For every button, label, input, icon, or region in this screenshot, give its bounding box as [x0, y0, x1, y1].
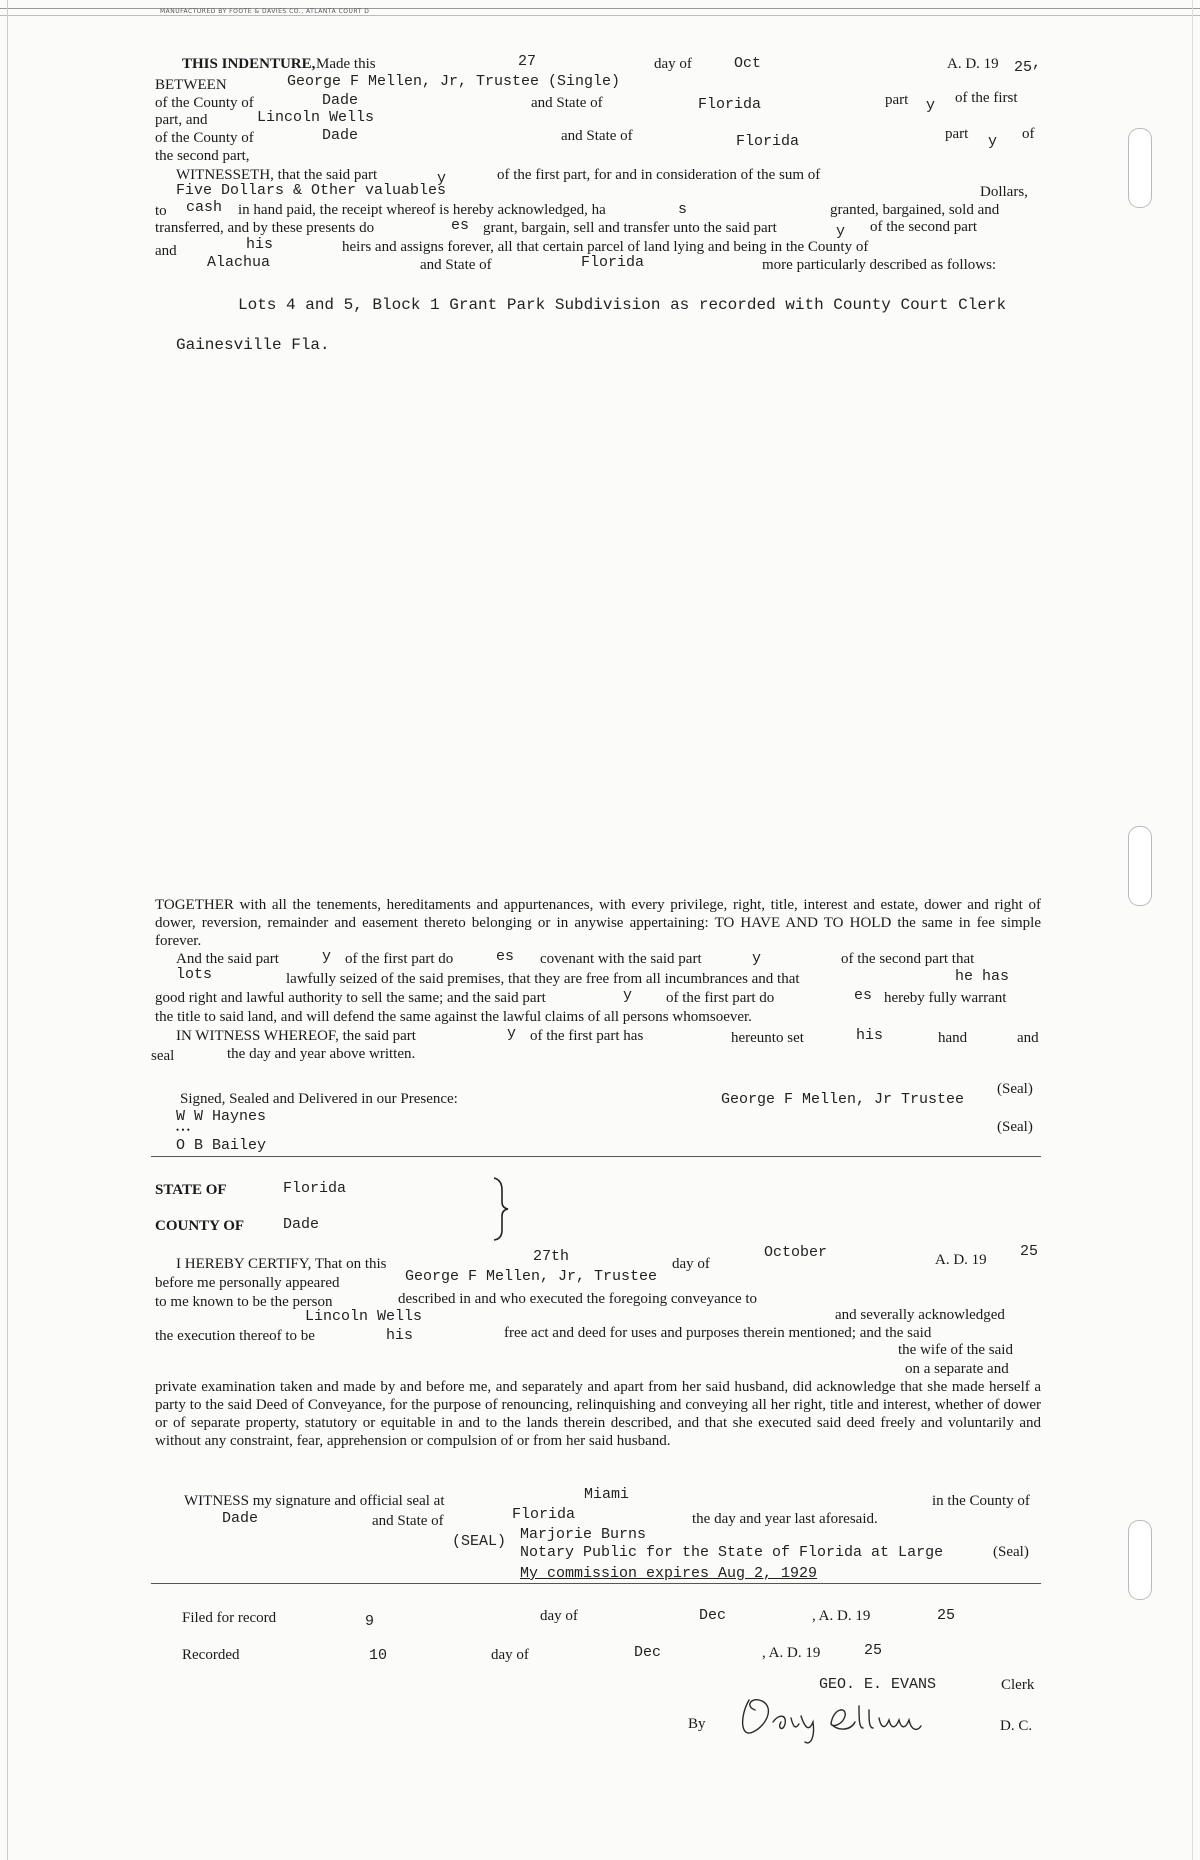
day-of-label: day of [654, 56, 692, 72]
legal-description-line1: Lots 4 and 5, Block 1 Grant Park Subdivision as recorded with County Court Clerk [238, 296, 1007, 314]
habendum-clause: TOGETHER with all the tenements, hereditaments and appurtenances, with every privilege, right, title, interest and estate, dower and right of dower, reversion, remainder and easement thereto belonging or in anywise appertaining: TO HAVE AND TO HOLD the same in fee simple forever. [155, 897, 1041, 949]
first-part-do: of the first part do [345, 951, 454, 967]
notary-title: Notary Public for the State of Florida at Large [520, 1544, 944, 1561]
grantor-name: George F Mellen, Jr, Trustee (Single) [287, 73, 621, 90]
day-of-label: day of [491, 1647, 529, 1663]
part-suffix: y [623, 987, 633, 1004]
first-part-label: of the first [955, 90, 1018, 106]
before-me-label: before me personally appeared [155, 1275, 340, 1291]
covenant-label: And the said part [176, 951, 279, 967]
defend-title-text: the title to said land, and will defend the same against the lawful claims of all persons whomsoever. [155, 1009, 752, 1025]
of-county-label: of the County of [155, 130, 254, 146]
first-part-do: of the first part do [666, 990, 775, 1006]
section-divider [151, 1583, 1041, 1584]
witness-dots: • • • [176, 1125, 190, 1135]
receipt-text: in hand paid, the receipt whereof is hereby acknowledged, ha [238, 202, 606, 218]
severally-text: and severally acknowledged [835, 1307, 1005, 1323]
part-suffix: y [507, 1025, 517, 1042]
ad-label: , A. D. 19 [812, 1608, 871, 1624]
ack-county2: Dade [222, 1510, 259, 1527]
dollars-label: Dollars, [980, 184, 1028, 200]
date-day: 27 [518, 53, 537, 70]
part-suffix: y [437, 170, 447, 187]
first-part-has: of the first part has [530, 1028, 644, 1044]
clerk-label: Clerk [1001, 1677, 1035, 1693]
ack-state2: Florida [512, 1506, 576, 1523]
part-suffix: y [988, 133, 998, 150]
deputy-clerk-label: D. C. [1000, 1718, 1033, 1734]
and-label: and [155, 243, 177, 259]
lots-word: lots [176, 966, 213, 983]
day-of-label: day of [672, 1256, 710, 1272]
payment-method: cash [186, 199, 223, 216]
grantee-pronoun: his [246, 236, 274, 253]
known-label: to me known to be the person [155, 1294, 333, 1310]
grantee-county: Dade [322, 127, 359, 144]
do-suffix: es [496, 948, 515, 965]
ad-label: A. D. 19 [947, 56, 999, 72]
bracket-brace [490, 1176, 514, 1242]
grantee-state: Florida [736, 133, 800, 150]
part-suffix: y [926, 97, 936, 114]
good-right-text: good right and lawful authority to sell the same; and the said part [155, 990, 546, 1006]
ack-grantee: Lincoln Wells [305, 1308, 423, 1325]
recorded-label: Recorded [182, 1647, 240, 1663]
clerk-name: GEO. E. EVANS [819, 1676, 937, 1693]
wife-text: the wife of the said [898, 1342, 1013, 1358]
witness-1-name: W W Haynes [176, 1108, 267, 1125]
part-label: part [945, 126, 969, 142]
filed-year: 25 [937, 1607, 956, 1624]
notary-seal-mark: (SEAL) [452, 1533, 507, 1550]
made-this-label: Made this [316, 56, 376, 72]
witness-sig-label: WITNESS my signature and official seal at [184, 1493, 445, 1509]
do-suffix: es [854, 987, 873, 1004]
indenture-title: THIS INDENTURE, [182, 56, 316, 72]
certify-label: I HEREBY CERTIFY, That on this [176, 1256, 387, 1272]
recorded-day: 10 [369, 1647, 388, 1664]
and-state-label: and State of [420, 257, 492, 273]
day-of-label: day of [540, 1608, 578, 1624]
punch-hole [1128, 826, 1152, 906]
ha-suffix: s [678, 201, 688, 218]
printer-imprint: MANUFACTURED BY FOOTE & DAVIES CO., ATLANTA COURT D [160, 8, 370, 15]
signed-sealed-label: Signed, Sealed and Delivered in our Presence: [180, 1091, 458, 1107]
consideration-sum: Five Dollars & Other valuables [176, 182, 447, 199]
ad-label: , A. D. 19 [762, 1645, 821, 1661]
left-margin-line [7, 0, 8, 1860]
warrant-text: hereby fully warrant [884, 990, 1007, 1006]
notary-commission: My commission expires Aug 2, 1929 [520, 1565, 818, 1582]
notary-name: Marjorie Burns [520, 1526, 647, 1543]
punch-hole [1128, 1520, 1152, 1600]
ack-day: 27th [533, 1248, 570, 1265]
second-part-label: the second part, [155, 148, 250, 164]
seal-label: seal [151, 1048, 175, 1064]
grantor-county: Dade [322, 92, 359, 109]
he-has: he has [955, 968, 1010, 985]
recorded-year: 25 [864, 1642, 883, 1659]
second-part-text: of the second part [870, 219, 978, 235]
witnesseth-label: WITNESSETH, that the said part [176, 167, 378, 183]
and-state-label: and State of [372, 1513, 444, 1529]
seal-mark: (Seal) [993, 1544, 1029, 1560]
recorded-month: Dec [634, 1644, 662, 1661]
ack-pronoun: his [386, 1327, 414, 1344]
ack-month: October [764, 1244, 828, 1261]
part-and-label: part, and [155, 112, 208, 128]
and-state-label: and State of [531, 95, 603, 111]
hereunto-label: hereunto set [731, 1030, 804, 1046]
in-county-label: in the County of [932, 1493, 1030, 1509]
day-year-text: the day and year above written. [227, 1046, 416, 1062]
free-act-text: free act and deed for uses and purposes therein mentioned; and the said [504, 1325, 932, 1341]
deputy-clerk-signature [735, 1688, 970, 1748]
part-suffix: y [752, 950, 762, 967]
of-county-label: of the County of [155, 95, 254, 111]
to-label: to [155, 203, 167, 219]
consideration-label: of the first part, for and in consideration of the sum of [497, 167, 821, 183]
between-label: BETWEEN [155, 77, 227, 93]
seal-mark: (Seal) [997, 1081, 1033, 1097]
filed-day: 9 [365, 1613, 375, 1630]
day-last-text: the day and year last aforesaid. [692, 1511, 878, 1527]
grant-text: grant, bargain, sell and transfer unto the said part [483, 220, 777, 236]
grantor-pronoun: his [856, 1027, 884, 1044]
transferred-text: transferred, and by these presents do [155, 220, 375, 236]
year-comma: , [1032, 55, 1042, 72]
part-suffix: y [836, 223, 846, 240]
right-margin-line [1192, 0, 1193, 1860]
private-exam-text: private examination taken and made by and before me, and separately and apart from her said husband, did acknowledge that she made herself a party to the said Deed of Conveyance, for the purpose of renouncing, relinquishing and conveying all her right, title and interest, whether of dower or of separate property, statutory or equitable in and to the lands therein described, and that she executed said deed freely and voluntarily and without any constraint, fear, apprehension or compulsion of or from her said husband. [155, 1379, 1041, 1449]
punch-hole [1128, 128, 1152, 208]
and-state-label: and State of [561, 128, 633, 144]
part-suffix: y [322, 948, 332, 965]
description-intro: more particularly described as follows: [762, 257, 997, 273]
separate-text: on a separate and [905, 1361, 1009, 1377]
seized-text: lawfully seized of the said premises, that they are free from all incumbrances and that [286, 971, 800, 987]
and-label: and [1017, 1030, 1039, 1046]
grantor-state: Florida [698, 96, 762, 113]
granted-text: granted, bargained, sold and [830, 202, 1000, 218]
ack-county: Dade [283, 1216, 320, 1233]
ack-year: 25 [1020, 1243, 1039, 1260]
ack-state: Florida [283, 1180, 347, 1197]
ack-city: Miami [584, 1486, 630, 1503]
seal-mark: (Seal) [997, 1119, 1033, 1135]
date-year: 25 [1014, 59, 1033, 76]
county-of-label: COUNTY OF [155, 1218, 245, 1234]
execution-label: the execution thereof to be [155, 1328, 315, 1344]
filed-label: Filed for record [182, 1610, 277, 1626]
ad-label: A. D. 19 [935, 1252, 987, 1268]
heirs-text: heirs and assigns forever, all that certain parcel of land lying and being in the County of [342, 239, 869, 255]
of-label: of [1022, 126, 1035, 142]
hand-label: hand [938, 1030, 968, 1046]
second-part-that: of the second part that [841, 951, 975, 967]
legal-description-line2: Gainesville Fla. [176, 336, 330, 354]
date-month: Oct [734, 55, 762, 72]
filed-month: Dec [699, 1607, 727, 1624]
land-state: Florida [581, 254, 645, 271]
in-witness-label: IN WITNESS WHEREOF, the said part [176, 1028, 416, 1044]
grantee-name: Lincoln Wells [257, 109, 375, 126]
section-divider [151, 1156, 1041, 1157]
described-text: described in and who executed the foregoing conveyance to [398, 1291, 758, 1307]
grantor-signature: George F Mellen, Jr Trustee [721, 1091, 965, 1108]
covenant-text: covenant with the said part [540, 951, 702, 967]
state-of-label: STATE OF [155, 1182, 227, 1198]
witness-2-name: O B Bailey [176, 1137, 267, 1154]
do-suffix: es [451, 217, 470, 234]
ack-appeared: George F Mellen, Jr, Trustee [405, 1268, 658, 1285]
part-label: part [885, 92, 909, 108]
land-county: Alachua [207, 254, 271, 271]
by-label: By [688, 1716, 706, 1732]
